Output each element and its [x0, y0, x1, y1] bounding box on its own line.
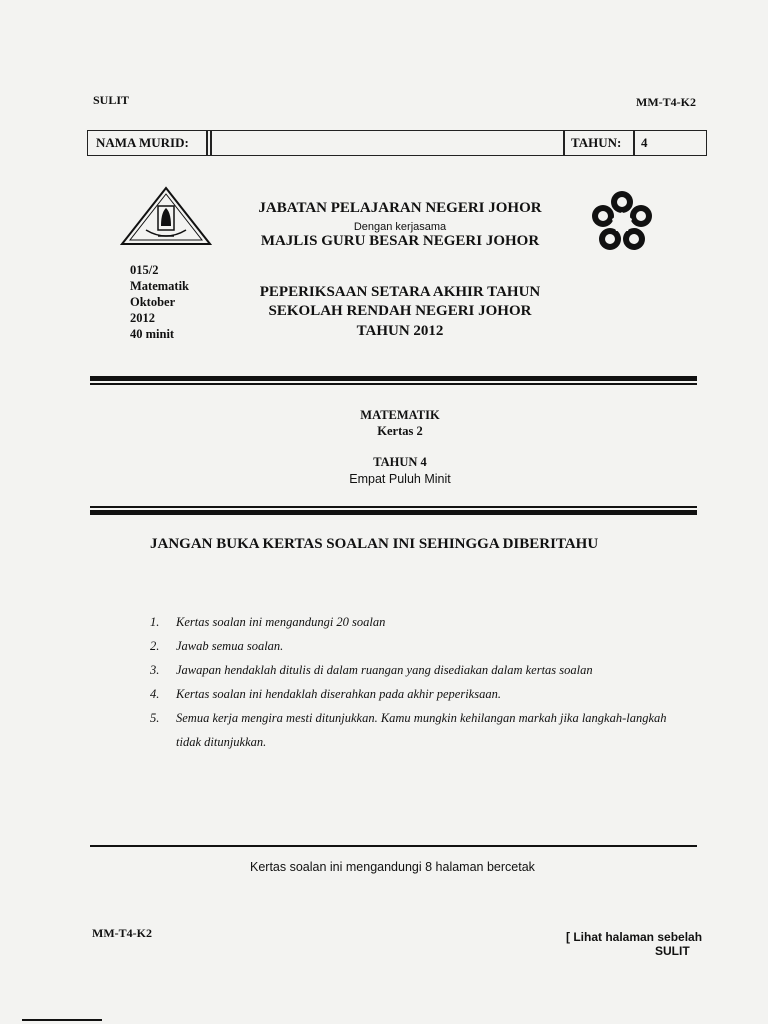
name-label: NAMA MURID:	[96, 135, 189, 150]
footer-code: MM-T4-K2	[92, 926, 152, 940]
exam-title-1: PEPERIKSAAN SETARA AKHIR TAHUN	[259, 284, 541, 300]
johor-education-crest-icon	[120, 186, 212, 250]
org-line-1: JABATAN PELAJARAN NEGERI JOHOR	[258, 200, 542, 216]
paper-month: Oktober	[130, 295, 176, 309]
paper-duration: 40 minit	[130, 327, 175, 341]
pages-note: Kertas soalan ini mengandungi 8 halaman bercetak	[250, 860, 535, 874]
edge-mark	[22, 1019, 102, 1021]
list-item: 3. Jawapan hendaklah ditulis di dalam ruangan yang disediakan dalam kertas soalan	[150, 663, 593, 677]
list-item: 5. Semua kerja mengira mesti ditunjukkan. Kamu mungkin kehilangan markah jika langkah-langkah tidak ditunjukkan.	[150, 711, 667, 749]
instructions-list	[150, 610, 690, 754]
footer-next-page: [ Lihat halaman sebelah	[566, 930, 703, 944]
year-label: TAHUN:	[571, 135, 622, 150]
header-sulit: SULIT	[93, 93, 130, 107]
divider-thick	[90, 510, 697, 515]
student-name-table	[87, 130, 707, 156]
paper-info	[130, 262, 189, 342]
subject-duration: Empat Puluh Minit	[349, 472, 451, 486]
org-subline: Dengan kerjasama	[353, 221, 447, 233]
subject-name: MATEMATIK	[360, 408, 440, 422]
divider-thin	[90, 383, 697, 385]
divider-thick	[90, 376, 697, 381]
exam-title-3: TAHUN 2012	[356, 323, 444, 339]
name-field[interactable]	[213, 131, 558, 155]
org-line-2: MAJLIS GURU BESAR NEGERI JOHOR	[260, 233, 540, 249]
paper-year: 2012	[130, 311, 155, 325]
subject-year: TAHUN 4	[373, 455, 427, 469]
list-item: 4. Kertas soalan ini hendaklah diserahkan pada akhir peperiksaan.	[150, 687, 501, 701]
footer-sulit: SULIT	[655, 944, 690, 958]
paper-subject: Matematik	[130, 279, 190, 293]
divider-thin	[90, 506, 697, 508]
divider-thin	[90, 845, 697, 847]
flower-knot-emblem-icon	[590, 190, 654, 254]
list-item: 2. Jawab semua soalan.	[150, 639, 284, 653]
year-value: 4	[641, 135, 648, 150]
warning-text: JANGAN BUKA KERTAS SOALAN INI SEHINGGA DIBERITAHU	[150, 536, 599, 552]
paper-code: 015/2	[130, 263, 159, 277]
header-code: MM-T4-K2	[636, 95, 696, 109]
exam-title-2: SEKOLAH RENDAH NEGERI JOHOR	[268, 303, 532, 319]
paper-number: Kertas 2	[377, 424, 423, 438]
list-item: 1. Kertas soalan ini mengandungi 20 soalan	[150, 615, 386, 629]
